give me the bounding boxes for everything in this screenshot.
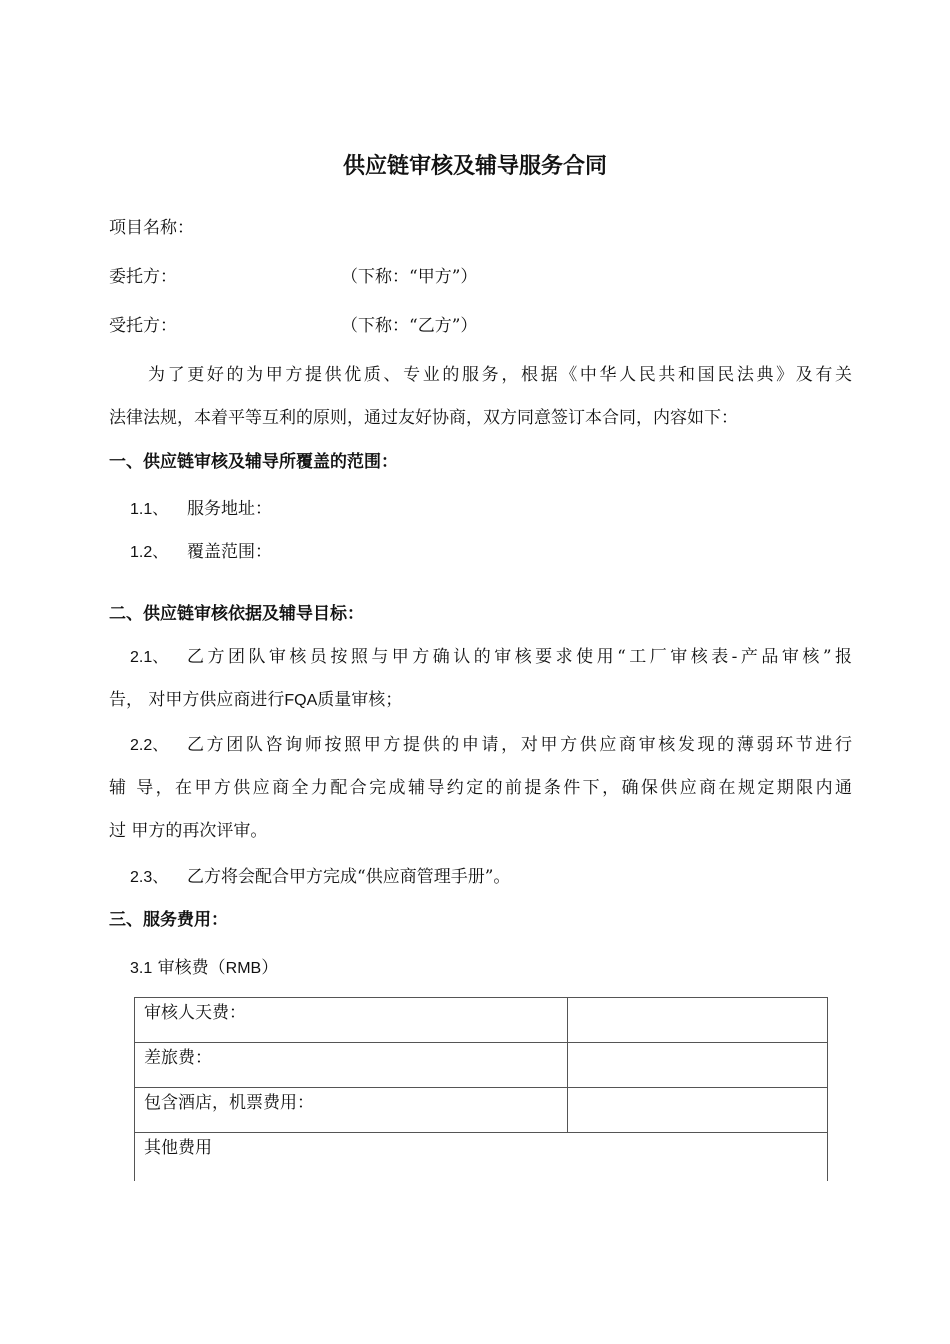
fee-row-label: 差旅费：: [135, 1043, 568, 1088]
section2-item1-line1: 乙方团队审核员按照与甲方确认的审核要求使用“工厂审核表-产品审核”报: [187, 647, 852, 667]
fee-row: [135, 998, 828, 1043]
section1-item2-number: 1.2、: [130, 544, 169, 561]
other-fees-row: [135, 1133, 828, 1182]
audit-fee-text-close: ）: [261, 958, 279, 978]
section2-item2-line2: 辅 导，在甲方供应商全力配合完成辅导约定的前提条件下，确保供应商在规定期限内通: [109, 778, 852, 798]
fee-row-value: [568, 998, 828, 1043]
client-alias: （下称：“甲方”）: [341, 267, 478, 287]
section2-item2-number: 2.2、: [130, 737, 169, 754]
section1-item2-text: 覆盖范围：: [187, 542, 272, 562]
audit-fee-subheading: [130, 956, 278, 981]
section2-item3-number: 2.3、: [130, 869, 169, 886]
section1-heading: 一、供应链审核及辅导所覆盖的范围：: [109, 452, 398, 472]
section3-heading: 三、服务费用：: [109, 910, 228, 930]
section1-item1-text: 服务地址：: [187, 499, 272, 519]
section2-item2-line1: 乙方团队咨询师按照甲方提供的申请，对甲方供应商审核发现的薄弱环节进行: [187, 735, 852, 755]
fqa-term: FQA: [284, 692, 318, 709]
contractor-label: 受托方：: [109, 316, 177, 336]
section2-item1-line2: [109, 688, 402, 713]
section2-item3-text: 乙方将会配合甲方完成“供应商管理手册”。: [187, 867, 511, 887]
intro-paragraph-line2: 法律法规，本着平等互利的原则，通过友好协商，双方同意签订本合同，内容如下：: [109, 408, 738, 428]
client-label: 委托方：: [109, 267, 177, 287]
section2-item1-line2-part3: 质量审核；: [317, 690, 403, 710]
section2-item1-line2-part1: 告， 对甲方供应商进行: [109, 690, 285, 710]
other-fees-label: 其他费用: [135, 1133, 828, 1182]
intro-paragraph-line1: 为了更好的为甲方提供优质、专业的服务，根据《中华人民共和国民法典》及有关: [148, 365, 852, 385]
page-title: 供应链审核及辅导服务合同: [342, 153, 607, 179]
fee-row: [135, 1088, 828, 1133]
fee-row-value: [568, 1043, 828, 1088]
fee-row-label: 包含酒店，机票费用：: [135, 1088, 568, 1133]
fee-row-value: [568, 1088, 828, 1133]
fee-row: [135, 1043, 828, 1088]
audit-fee-text: 审核费（: [152, 958, 226, 978]
section2-item2-line3: 过 甲方的再次评审。: [109, 821, 268, 841]
section1-item1-number: 1.1、: [130, 501, 169, 518]
fee-row-label: 审核人天费：: [135, 998, 568, 1043]
section2-heading: 二、供应链审核依据及辅导目标：: [109, 604, 364, 624]
section2-item1-number: 2.1、: [130, 649, 169, 666]
project-name-label: 项目名称：: [109, 218, 194, 238]
currency-code: RMB: [225, 960, 262, 977]
audit-fee-number: 3.1: [130, 960, 153, 977]
fee-table: [134, 997, 828, 1181]
contractor-alias: （下称：“乙方”）: [341, 316, 478, 336]
